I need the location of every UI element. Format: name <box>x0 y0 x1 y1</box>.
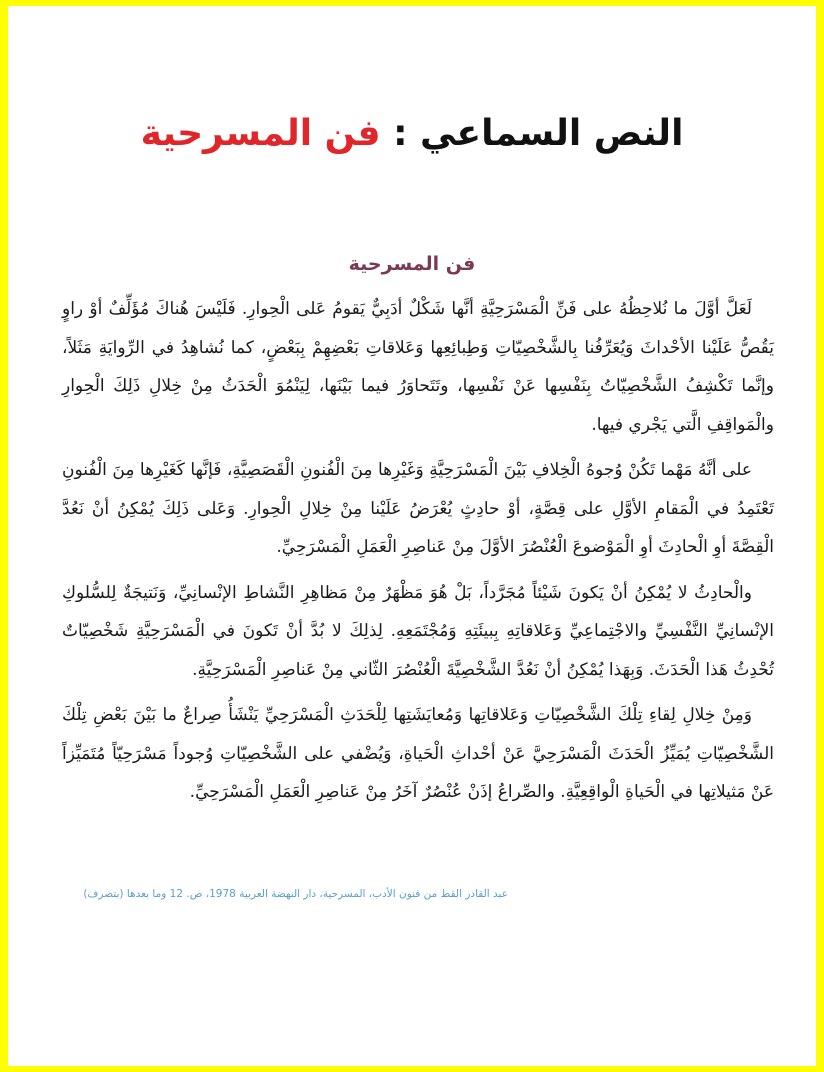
heading-accent: فن المسرحية <box>140 113 381 154</box>
paragraph: على أنَّهُ مَهْما تَكُنْ وُجوهُ الْخِلافِ بَيْنَ الْمَسْرَحِيَّةِ وَغَيْرِها مِنَ الْفُنونِ الْقَصَصِيَّةِ، فَإنَّها كَغَيْرِها مِنَ الْفُنونِ تَعْتَمِدُ في الْمَقامِ الأوَّلِ على قِصَّةٍ، أوْ حادِثٍ يُعْرَضُ عَلَيْنا مِنْ خِلالِ الْحِوارِ. وَعَلى ذَلِكَ يُمْكِنُ أنْ نَعُدَّ الْقِصَّةَ أوِ الْحادِثَ أوِ الْمَوْضوعَ الْعُنْصُرَ الأوَّلَ مِنْ عَناصِرِ الْعَمَلِ الْمَسْرَحِيِّ. <box>62 460 774 557</box>
article-title: فن المسرحية <box>348 253 476 275</box>
heading-prefix: النص السماعي : <box>393 113 684 154</box>
paragraph: لَعَلَّ أوَّلَ ما نُلاحِظُهُ على فَنِّ الْمَسْرَحِيَّةِ أنَّها شَكْلٌ أدَبِيٌّ يَقومُ عَلى الْحِوارِ. فَلَيْسَ هُناكَ مُؤَلِّفٌ أوْ راوٍ يَقُصُّ عَلَيْنا الأحْداثَ وَيُعَرِّفُنا بِالشَّخْصِيّاتِ وَطِبائِعِها وَعَلاقاتِ بَعْضِهِمْ بِبَعْضٍ، كما نُشاهِدُ في الرِّوايَةِ مَثَلاً، وإنَّما تَكْشِفُ الشَّخْصِيّاتُ بِنَفْسِها عَنْ نَفْسِها، وتَتَحاوَرُ فيما بَيْنَها، لِيَنْمُوَ الْحَدَثُ مِنْ خِلالِ ذَلِكَ الْحِوارِ والْمَواقِفِ الَّتي يَجْري فيها. <box>62 299 774 435</box>
page <box>8 6 816 1066</box>
article-body <box>62 290 774 819</box>
paragraph: والْحادِثُ لا يُمْكِنُ أنْ يَكونَ شَيْئاً مُجَرَّداً، بَلْ هُوَ مَظْهَرٌ مِنْ مَظاهِرِ النَّشاطِ الإنْسانِيِّ، وَنَتيجَةٌ لِلسُّلوكِ الإنْسانِيِّ النَّفْسِيِّ والاجْتِماعِيِّ وَعَلاقاتِهِ بِبيئَتِهِ وَمُجْتَمَعِهِ. لِذلِكَ لا بُدَّ أنْ تَكونَ في الْمَسْرَحِيَّةِ شَخْصِيّاتٌ تُحْدِثُ هَذا الْحَدَثَ. وَبِهَذا يُمْكِنُ أنْ نَعُدَّ الشَّخْصِيَّةَ الْعُنْصُرَ الثّاني مِنْ عَناصِرِ الْمَسْرَحِيَّةِ. <box>62 582 774 680</box>
paragraph: وَمِنْ خِلالِ لِقاءِ تِلْكَ الشَّخْصِيّاتِ وَعَلاقاتِها وَمُعايَشَتِها لِلْحَدَثِ الْمَسْرَحِيِّ يَنْشَأُ صِراعٌ ما بَيْنَ بَعْضِ تِلْكَ الشَّخْصِيّاتِ يُمَيِّزُ الْحَدَثَ الْمَسْرَحِيَّ عَنْ أحْداثِ الْحَياةِ، وَيُضْفي على الشَّخْصِيّاتِ وُجوداً مَسْرَحِيّاً مُتَمَيِّزاً عَنْ مَثيلاتِها في الْحَياةِ الْواقِعِيَّةِ. والصِّراعُ إذَنْ عُنْصُرٌ آخَرُ مِنْ عَناصِرِ الْعَمَلِ الْمَسْرَحِيِّ. <box>62 705 774 802</box>
source-citation: عبد القادر القط من فنون الأدب، المسرحية، دار النهضة العربية 1978، ص. 12 وما بعدها (بتصرف) <box>83 888 508 900</box>
page-heading <box>8 108 816 160</box>
